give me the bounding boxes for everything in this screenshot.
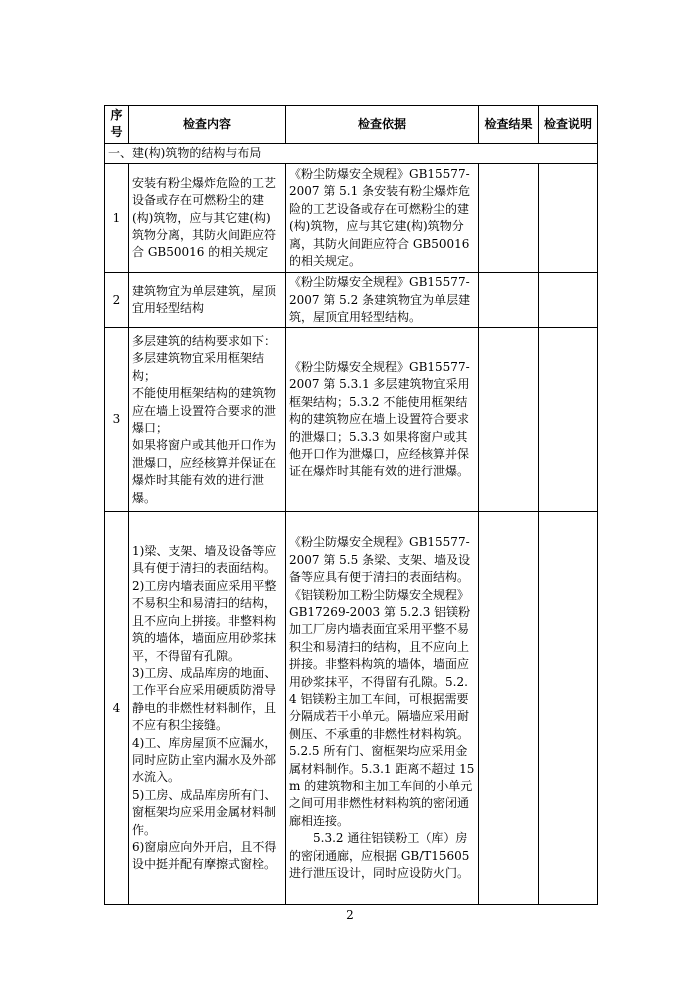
header-basis: 检查依据 <box>286 106 479 144</box>
header-content: 检查内容 <box>129 106 286 144</box>
section-title: 一、建(构)筑物的结构与布局 <box>105 143 598 163</box>
check-content <box>129 512 286 905</box>
header-result: 检查结果 <box>479 106 539 144</box>
check-result[interactable] <box>479 164 539 273</box>
basis-paragraph: 《粉尘防爆安全规程》GB15577-2007 第 5.5 条梁、支架、墙及设备等应具有便于清扫的表面结构。 <box>289 535 471 585</box>
header-no: 序号 <box>105 106 129 144</box>
row-number: 3 <box>105 328 129 512</box>
basis-paragraph: 《铝镁粉加工粉尘防爆安全规程》GB17269-2003 第 5.2.3 铝镁粉加工厂房内墙表面宜采用平整不易积尘和易清扫的结构，且不应向上拼接。非整料构筑的墙体，墙面应用砂浆抹平，不得留有孔隙。5.2.4 铝镁粉主加工车间，可根据需要分隔成若干小单元。隔墙应采用耐侧压、不承重的非燃性材料构筑。5.2.5 所有门、窗框架均应采用金属材料制作。5.3.1 距离不超过 15m 的建筑物和主加工车间的小单元之间可用非燃性材料构筑的密闭通廊相连接。 <box>289 587 475 828</box>
content-line: 如果将窗户或其他开口作为泄爆口，应经核算并保证在爆炸时其能有效的进行泄爆。 <box>132 438 277 505</box>
check-result[interactable] <box>479 273 539 328</box>
table-row <box>105 273 598 328</box>
section-row <box>105 143 598 163</box>
content-line: 6)窗扇应向外开启，且不得设中挺并配有摩擦式窗栓。 <box>132 839 277 872</box>
check-content: 安装有粉尘爆炸危险的工艺设备或存在可燃粉尘的建(构)筑物，应与其它建(构)筑物分离，其防火间距应符合 GB50016 的相关规定 <box>129 164 286 273</box>
check-note[interactable] <box>539 512 598 905</box>
check-note[interactable] <box>539 273 598 328</box>
table-row <box>105 164 598 273</box>
inspection-table <box>104 105 598 905</box>
basis-paragraph: 5.3.2 通往铝镁粉工（库）房的密闭通廊，应根据 GB/T15605 进行泄压设计，同时应设防火门。 <box>289 831 470 881</box>
row-number: 4 <box>105 512 129 905</box>
content-line: 多层建筑的结构要求如下： <box>132 333 277 348</box>
check-basis <box>286 512 479 905</box>
content-line: 4)工、库房屋顶不应漏水，同时应防止室内漏水及外部水流入。 <box>132 735 277 785</box>
check-basis: 《粉尘防爆安全规程》GB15577-2007 第 5.2 条建筑物宜为单层建筑，屋顶宜用轻型结构。 <box>286 273 479 328</box>
header-note: 检查说明 <box>539 106 598 144</box>
header-row <box>105 106 598 144</box>
check-result[interactable] <box>479 512 539 905</box>
content-line: 不能使用框架结构的建筑物应在墙上设置符合要求的泄爆口； <box>132 386 277 435</box>
check-basis: 《粉尘防爆安全规程》GB15577-2007 第 5.3.1 多层建筑物宜采用框架结构；5.3.2 不能使用框架结构的建筑物应在墙上设置符合要求的泄爆口；5.3.3 如果将窗户或其他开口作为泄爆口，应经核算并保证在爆炸时其能有效的进行泄爆。 <box>286 328 479 512</box>
row-number: 2 <box>105 273 129 328</box>
check-result[interactable] <box>479 328 539 512</box>
content-line: 多层建筑物宜采用框架结构； <box>132 351 265 383</box>
table-row <box>105 512 598 905</box>
content-line: 1)梁、支架、墙及设备等应具有便于清扫的表面结构。 <box>132 544 277 576</box>
row-number: 1 <box>105 164 129 273</box>
check-content <box>129 328 286 512</box>
content-line: 2)工房内墙表面应采用平整不易积尘和易清扫的结构，且不应向上拼接。非整料构筑的墙体，墙面应用砂浆抹平，不得留有孔隙。 <box>132 578 277 663</box>
check-note[interactable] <box>539 328 598 512</box>
page-number: 2 <box>346 908 354 922</box>
check-note[interactable] <box>539 164 598 273</box>
content-line: 5)工房、成品库房所有门、窗框架均应采用金属材料制作。 <box>132 787 277 837</box>
check-basis: 《粉尘防爆安全规程》GB15577-2007 第 5.1 条安装有粉尘爆炸危险的工艺设备或存在可燃粉尘的建(构)筑物，应与其它建(构)筑物分离，其防火间距应符合 GB50016 的相关规定。 <box>286 164 479 273</box>
content-line: 3)工房、成品库房的地面、工作平台应采用硬质防滑导静电的非燃性材料制作，且不应有积尘接缝。 <box>132 665 277 733</box>
check-content: 建筑物宜为单层建筑，屋顶宜用轻型结构 <box>129 273 286 328</box>
table-row <box>105 328 598 512</box>
